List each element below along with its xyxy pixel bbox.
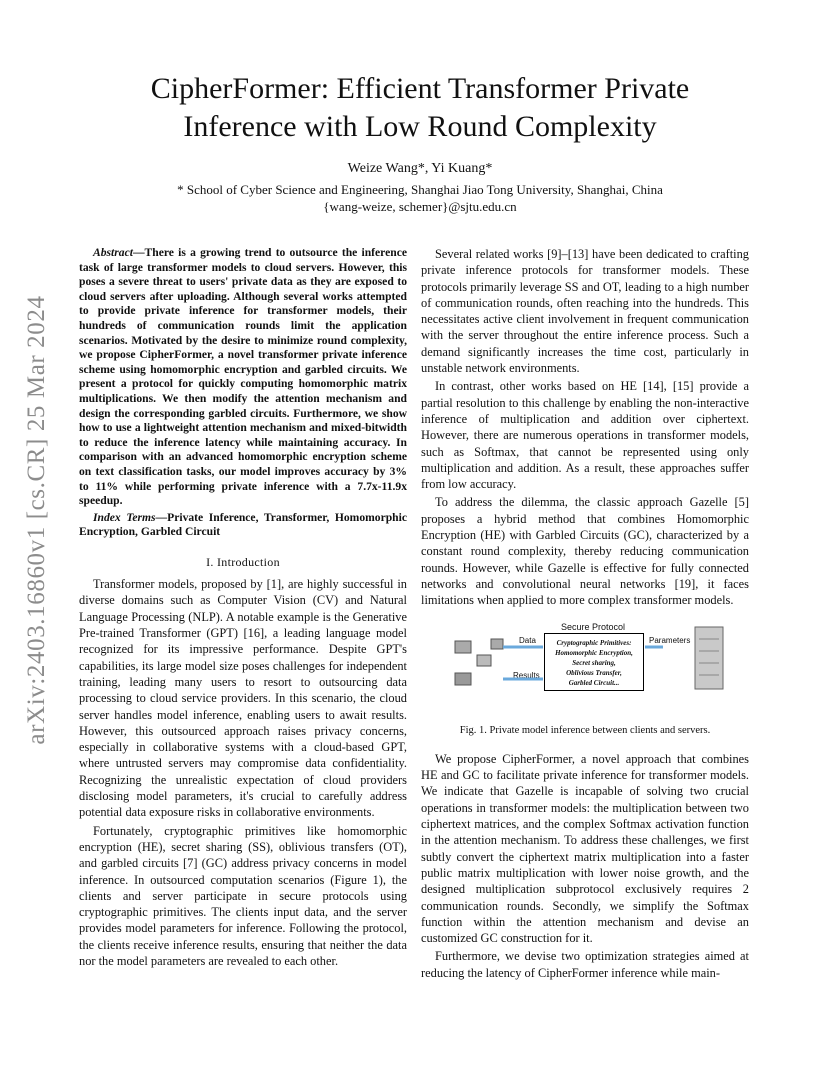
index-terms: Index Terms—Private Inference, Transformer, Homomorphic Encryption, Garbled Circuit (79, 510, 407, 539)
paragraph: To address the dilemma, the classic approach Gazelle [5] proposes a hybrid method that combines Homomorphic Encryption (HE) with Garbled Circuits (GC), characterized by a constant round complexity, thereby reducing communication rounds. However, while Gazelle is effective for fully connected networks and convolutional neural networks [19], it faces limitations when applied to more complex transformer models. (421, 495, 749, 608)
right-column (421, 246, 749, 981)
index-terms-text: Private Inference, Transformer, Homomorphic Encryption, Garbled Circuit (79, 510, 407, 539)
email: {wang-weize, schemer}@sjtu.edu.cn (323, 199, 517, 214)
paragraph: We propose CipherFormer, a novel approach that combines HE and GC to facilitate private inference for transformer models. We indicate that Gazelle is incapable of solving two crucial operations in transformer models: the multiplication between two ciphertext matrices, and the complex Softmax activation function in the attention mechanism. To address these challenges, we first subtly convert the ciphertext matrix multiplication into a faster public matrix multiplication with lower noise growth, and the designed multiplication subprotocol exclusively requires 2 communication rounds. Secondly, we simplify the Softmax function within the attention mechanism and devise an customized GC construction for it. (421, 751, 749, 946)
client-devices-icon (451, 633, 511, 693)
arxiv-id-text: arXiv:2403.16860v1 [cs.CR] 25 Mar 2024 (23, 295, 50, 745)
abstract-label: Abstract (93, 246, 133, 259)
paragraph: Furthermore, we devise two optimization strategies aimed at reducing the latency of CipherFormer inference while main- (421, 949, 749, 980)
title-line-1: CipherFormer: Efficient Transformer Private (150, 72, 690, 105)
left-column (79, 246, 407, 969)
primitives-box (544, 633, 644, 691)
authors: Weize Wang*, Yi Kuang* (347, 161, 493, 176)
arxiv-watermark (22, 285, 52, 755)
section-heading: I. Introduction (206, 554, 280, 569)
abstract-text: There is a growing trend to outsource the inference task of large transformer models to cloud servers. However, this poses a severe threat to users' private data as they are exposed to cloud servers after uploading. Although several works attempted to provide private inference for transformer models, their hundreds of communication rounds limit the application scenarios. Motivated by the desire to minimize round complexity, we propose CipherFormer, a novel transformer private inference scheme using homomorphic encryption and garbled circuits. We present a protocol for quickly computing homomorphic matrix multiplications. We then modify the attention mechanism and design the corresponding garbled circuits. Furthermore, we show how to use a lightweight attention mechanism and mixed-bitwidth to reduce the inference latency while maintaining accuracy. In comparison with an advanced homomorphic encryption scheme on text classification tasks, our model improves accuracy by 3% to 11% while performing private inference with a 7.7x-11.9x speedup. (79, 246, 407, 508)
abstract: Abstract—There is a growing trend to outsource the inference task of large transformer models to cloud servers. However, this poses a severe threat to users' private data as they are exposed to cloud servers after uploading. Although several works attempted to provide private inference for transformer models, their hundreds of communication rounds limit the application scenarios. Motivated by the desire to minimize round complexity, we propose CipherFormer, a novel transformer private inference scheme using homomorphic encryption and garbled circuits. We present a protocol for quickly computing homomorphic matrix multiplications. We then modify the attention mechanism and design the corresponding garbled circuits. Furthermore, we show how to use a lightweight attention mechanism and mixed-bitwidth to reduce the inference latency while maintaining accuracy. In comparison with an advanced homomorphic encryption scheme on text classification tasks, our model improves accuracy by 3% to 11% while performing private inference with a 7.7x-11.9x speedup. (79, 246, 407, 508)
primitive-line: Garbled Circuit... (568, 678, 620, 687)
primitive-line: Oblivious Transfer, (566, 668, 622, 677)
index-terms-label: Index Terms (93, 510, 156, 524)
paragraph: Transformer models, proposed by [1], are highly successful in diverse domains such as Computer Vision (CV) and Natural Language Processing (NLP). A notable example is the Generative Pre-trained Transformer (GPT) [16], a leading language model recognized for its impressive performance. Despite GPT's capabilities, its large model size poses challenges for independent training, leading many users to resort to outsourcing data processing to cloud service providers. In this scenario, the cloud server handles model inference, enabling users to await results. However, this outsourced approach raises privacy concerns, especially in collaborative systems with a cloud-based GPT, where untrusted servers may compromise data confidentiality. Recognizing the unrealistic expectation of cloud providers disclosing model parameters, it's crucial to carefully address potential data exposure risks in collaborative environments. (79, 577, 407, 820)
figure-caption: Fig. 1. Private model inference between clients and servers. (459, 724, 711, 736)
primitive-line: Secret sharing, (572, 658, 616, 667)
figure-1 (421, 619, 749, 719)
title-line-2: Inference with Low Round Complexity (183, 110, 657, 143)
secure-protocol-title: Secure Protocol (561, 621, 626, 632)
results-label: Results (513, 670, 540, 680)
paragraph: Fortunately, cryptographic primitives like homomorphic encryption (HE), secret sharing (SS), oblivious transfers (OT), and garbled circuits [7] (GC) address privacy concerns in model inference. In outsourced computation scenarios (Figure 1), the clients and server participate in secure protocols using cryptographic primitives. The clients input data, and the server provides model parameters for inference. Following the protocol, the clients receive inference results, ensuring that neither the data nor the model parameters are revealed to each other. (79, 823, 407, 968)
paragraph: Several related works [9]–[13] have been dedicated to crafting private inference protocols for transformer models. These protocols primarily leverage SS and OT, leading to a high number of communication rounds, often reaching into the hundreds. This necessitates active client involvement in frequent communication with the server throughout the entire inference process. Such a demand significantly increases the time cost, particularly in unstable network environments. (421, 247, 749, 376)
paragraph: In contrast, other works based on HE [14], [15] provide a partial resolution to this challenge by enabling the non-interactive inference of multiplication and addition over ciphertext. However, there are numerous operations in transformer models, such as Softmax, that cannot be represented using only multiplication and addition. As a result, these approaches suffer from low accuracy. (421, 379, 749, 492)
primitive-line: Homomorphic Encryption, (555, 648, 633, 657)
server-rack-icon (693, 625, 727, 691)
affiliation: * School of Cyber Science and Engineering, Shanghai Jiao Tong University, Shanghai, China (177, 182, 663, 197)
parameters-label: Parameters (649, 635, 691, 645)
data-label: Data (519, 635, 536, 645)
paper-title (80, 70, 760, 146)
primitive-line: Cryptographic Primitives: (556, 638, 632, 647)
